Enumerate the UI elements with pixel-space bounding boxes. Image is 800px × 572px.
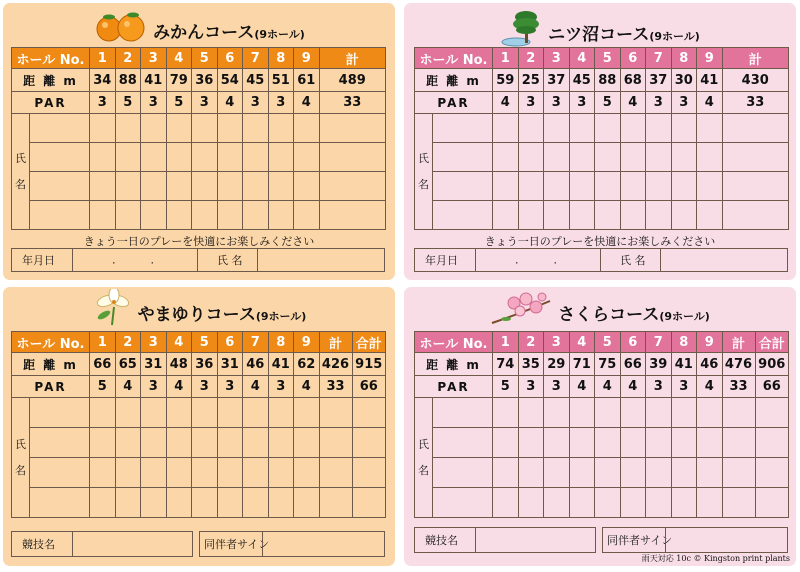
hole-number-row [415, 332, 789, 353]
par-cell: 4 [697, 92, 723, 114]
hole-2: 2 [115, 48, 141, 69]
scorecard-sakura [404, 287, 796, 566]
hole-9: 9 [697, 48, 723, 69]
par-cell: 3 [192, 376, 218, 398]
course-name: ニツ沼コース [548, 25, 650, 45]
hole-number-row [12, 48, 386, 69]
hole-6: 6 [217, 332, 243, 353]
distance-cell: 54 [217, 69, 243, 92]
card-title [404, 289, 796, 327]
hole-number-row [415, 48, 789, 69]
par-subtotal: 33 [319, 376, 352, 398]
par-cell: 4 [493, 92, 519, 114]
distance-cell: 59 [493, 69, 519, 92]
distance-cell: 35 [518, 353, 544, 376]
hole-no-label: ホール No. [415, 48, 493, 69]
hole-no-label: ホール No. [12, 48, 90, 69]
par-label: PAR [415, 376, 493, 398]
date-separators: . . [515, 253, 557, 267]
distance-row [12, 69, 386, 92]
par-total: 33 [319, 92, 386, 114]
distance-total: 430 [722, 69, 789, 92]
card-title [404, 9, 796, 47]
distance-cell: 46 [697, 353, 723, 376]
distance-cell: 41 [697, 69, 723, 92]
par-cell: 3 [646, 92, 672, 114]
scorecard-mikan [3, 3, 395, 280]
distance-cell: 88 [595, 69, 621, 92]
hole-8: 8 [268, 48, 294, 69]
competition-label: 競技名 [22, 538, 55, 551]
distance-cell: 61 [294, 69, 320, 92]
hole-7: 7 [243, 48, 269, 69]
distance-grand-total: 915 [352, 353, 386, 376]
hole-5: 5 [595, 332, 621, 353]
par-cell: 3 [671, 376, 697, 398]
distance-row [12, 353, 386, 376]
par-cell: 5 [595, 92, 621, 114]
hole-count: (9ホール) [254, 28, 305, 41]
hole-3: 3 [141, 48, 167, 69]
course-name: さくらコース [558, 305, 660, 325]
date-label: 年月日 [22, 254, 55, 267]
date-player-field[interactable] [11, 248, 385, 272]
competition-field[interactable] [11, 531, 193, 557]
hole-count: (9ホール) [649, 30, 700, 43]
par-label: PAR [12, 376, 90, 398]
par-cell: 4 [595, 376, 621, 398]
hole-6: 6 [217, 48, 243, 69]
companion-label: 同伴者サイン [204, 538, 270, 551]
par-cell: 3 [544, 376, 570, 398]
par-cell: 4 [620, 92, 646, 114]
distance-cell: 30 [671, 69, 697, 92]
score-table [11, 331, 386, 398]
par-cell: 5 [90, 376, 116, 398]
par-cell: 3 [518, 376, 544, 398]
greeting-message: きょう一日のプレーを快適にお楽しみください [83, 235, 315, 248]
course-name: やまゆりコース [137, 305, 256, 325]
par-cell: 4 [294, 376, 320, 398]
date-label: 年月日 [425, 254, 458, 267]
distance-cell: 71 [569, 353, 595, 376]
scorecard-yamayuri [3, 287, 395, 566]
distance-cell: 41 [141, 69, 167, 92]
hole-2: 2 [518, 48, 544, 69]
par-cell: 4 [697, 376, 723, 398]
par-cell: 4 [166, 376, 192, 398]
score-table [11, 47, 386, 114]
competition-field[interactable] [414, 527, 596, 553]
par-cell: 3 [544, 92, 570, 114]
player-name-side-label: 氏 名 [415, 398, 433, 518]
distance-cell: 74 [493, 353, 519, 376]
hole-7: 7 [243, 332, 269, 353]
par-cell: 3 [90, 92, 116, 114]
distance-cell: 48 [166, 353, 192, 376]
date-separators: . . [112, 253, 154, 267]
hole-no-label: ホール No. [415, 332, 493, 353]
hole-3: 3 [544, 332, 570, 353]
par-cell: 4 [294, 92, 320, 114]
par-total: 33 [722, 92, 789, 114]
hole-1: 1 [493, 48, 519, 69]
hole-4: 4 [166, 48, 192, 69]
player-score-grid[interactable] [414, 113, 789, 230]
player-name-side-label: 氏 名 [12, 114, 30, 230]
date-player-field[interactable] [414, 248, 788, 272]
distance-cell: 34 [90, 69, 116, 92]
hole-number-row [12, 332, 386, 353]
distance-label: 距 離 m [415, 353, 493, 376]
distance-total: 489 [319, 69, 386, 92]
hole-no-label: ホール No. [12, 332, 90, 353]
par-subtotal: 33 [722, 376, 755, 398]
distance-cell: 66 [90, 353, 116, 376]
card-title [3, 289, 395, 327]
player-name-side-label: 氏 名 [415, 114, 433, 230]
distance-cell: 45 [243, 69, 269, 92]
grand-total-label: 合計 [755, 332, 789, 353]
hole-1: 1 [493, 332, 519, 353]
par-cell: 5 [115, 92, 141, 114]
distance-cell: 62 [294, 353, 320, 376]
player-score-grid[interactable] [414, 397, 789, 518]
distance-cell: 37 [544, 69, 570, 92]
hole-3: 3 [544, 48, 570, 69]
card-title [3, 9, 395, 47]
distance-label: 距 離 m [415, 69, 493, 92]
distance-cell: 66 [620, 353, 646, 376]
par-label: PAR [415, 92, 493, 114]
distance-cell: 46 [243, 353, 269, 376]
player-name-label: 氏 名 [620, 254, 646, 267]
hole-8: 8 [268, 332, 294, 353]
distance-cell: 79 [166, 69, 192, 92]
hole-2: 2 [518, 332, 544, 353]
hole-5: 5 [192, 48, 218, 69]
par-cell: 4 [217, 92, 243, 114]
hole-6: 6 [620, 332, 646, 353]
distance-label: 距 離 m [12, 353, 90, 376]
par-grand-total: 66 [352, 376, 386, 398]
hole-count: (9ホール) [255, 310, 307, 323]
hole-2: 2 [115, 332, 141, 353]
par-cell: 3 [268, 92, 294, 114]
par-cell: 5 [166, 92, 192, 114]
player-score-grid[interactable] [11, 113, 386, 230]
hole-1: 1 [90, 332, 116, 353]
hole-5: 5 [595, 48, 621, 69]
distance-row [415, 69, 789, 92]
subtotal-label: 計 [722, 332, 755, 353]
course-name: みかんコース [153, 23, 255, 43]
hole-9: 9 [697, 332, 723, 353]
distance-cell: 37 [646, 69, 672, 92]
total-label: 計 [722, 48, 789, 69]
player-score-grid[interactable] [11, 397, 386, 518]
distance-cell: 36 [192, 69, 218, 92]
par-label: PAR [12, 92, 90, 114]
par-cell: 4 [620, 376, 646, 398]
distance-cell: 31 [141, 353, 167, 376]
score-table [414, 331, 789, 398]
greeting-message: きょう一日のプレーを快適にお楽しみください [484, 235, 716, 248]
distance-cell: 25 [518, 69, 544, 92]
hole-4: 4 [569, 332, 595, 353]
total-label: 計 [319, 48, 386, 69]
par-cell: 3 [192, 92, 218, 114]
distance-cell: 68 [620, 69, 646, 92]
distance-cell: 29 [544, 353, 570, 376]
hole-7: 7 [646, 48, 672, 69]
score-table [414, 47, 789, 114]
subtotal-label: 計 [319, 332, 352, 353]
scorecard-futatsunuma [404, 3, 796, 280]
distance-cell: 39 [646, 353, 672, 376]
par-cell: 3 [569, 92, 595, 114]
par-row [415, 92, 789, 114]
competition-label: 競技名 [425, 534, 458, 547]
distance-cell: 45 [569, 69, 595, 92]
hole-3: 3 [141, 332, 167, 353]
companion-signature-field[interactable] [199, 531, 385, 557]
par-cell: 4 [243, 376, 269, 398]
distance-cell: 41 [671, 353, 697, 376]
par-cell: 5 [493, 376, 519, 398]
grand-total-label: 合計 [352, 332, 386, 353]
hole-9: 9 [294, 332, 320, 353]
hole-8: 8 [671, 332, 697, 353]
par-row [12, 376, 386, 398]
player-name-side-label: 氏 名 [12, 398, 30, 518]
distance-subtotal: 426 [319, 353, 352, 376]
distance-row [415, 353, 789, 376]
distance-cell: 65 [115, 353, 141, 376]
hole-4: 4 [166, 332, 192, 353]
hole-8: 8 [671, 48, 697, 69]
distance-cell: 88 [115, 69, 141, 92]
par-cell: 3 [268, 376, 294, 398]
hole-9: 9 [294, 48, 320, 69]
player-name-label: 氏 名 [217, 254, 243, 267]
distance-cell: 36 [192, 353, 218, 376]
companion-signature-field[interactable] [602, 527, 788, 553]
hole-7: 7 [646, 332, 672, 353]
hole-6: 6 [620, 48, 646, 69]
hole-5: 5 [192, 332, 218, 353]
par-row [12, 92, 386, 114]
distance-subtotal: 476 [722, 353, 755, 376]
distance-cell: 75 [595, 353, 621, 376]
par-cell: 3 [646, 376, 672, 398]
par-grand-total: 66 [755, 376, 789, 398]
par-cell: 3 [243, 92, 269, 114]
par-row [415, 376, 789, 398]
distance-cell: 31 [217, 353, 243, 376]
hole-4: 4 [569, 48, 595, 69]
par-cell: 3 [671, 92, 697, 114]
hole-count: (9ホール) [659, 310, 710, 323]
printer-credit: 雨天対応 10c © Kingston print plants [641, 554, 790, 563]
par-cell: 3 [141, 92, 167, 114]
par-cell: 4 [115, 376, 141, 398]
distance-cell: 51 [268, 69, 294, 92]
distance-grand-total: 906 [755, 353, 789, 376]
par-cell: 4 [569, 376, 595, 398]
par-cell: 3 [518, 92, 544, 114]
par-cell: 3 [217, 376, 243, 398]
par-cell: 3 [141, 376, 167, 398]
distance-cell: 41 [268, 353, 294, 376]
hole-1: 1 [90, 48, 116, 69]
companion-label: 同伴者サイン [607, 534, 673, 547]
distance-label: 距 離 m [12, 69, 90, 92]
